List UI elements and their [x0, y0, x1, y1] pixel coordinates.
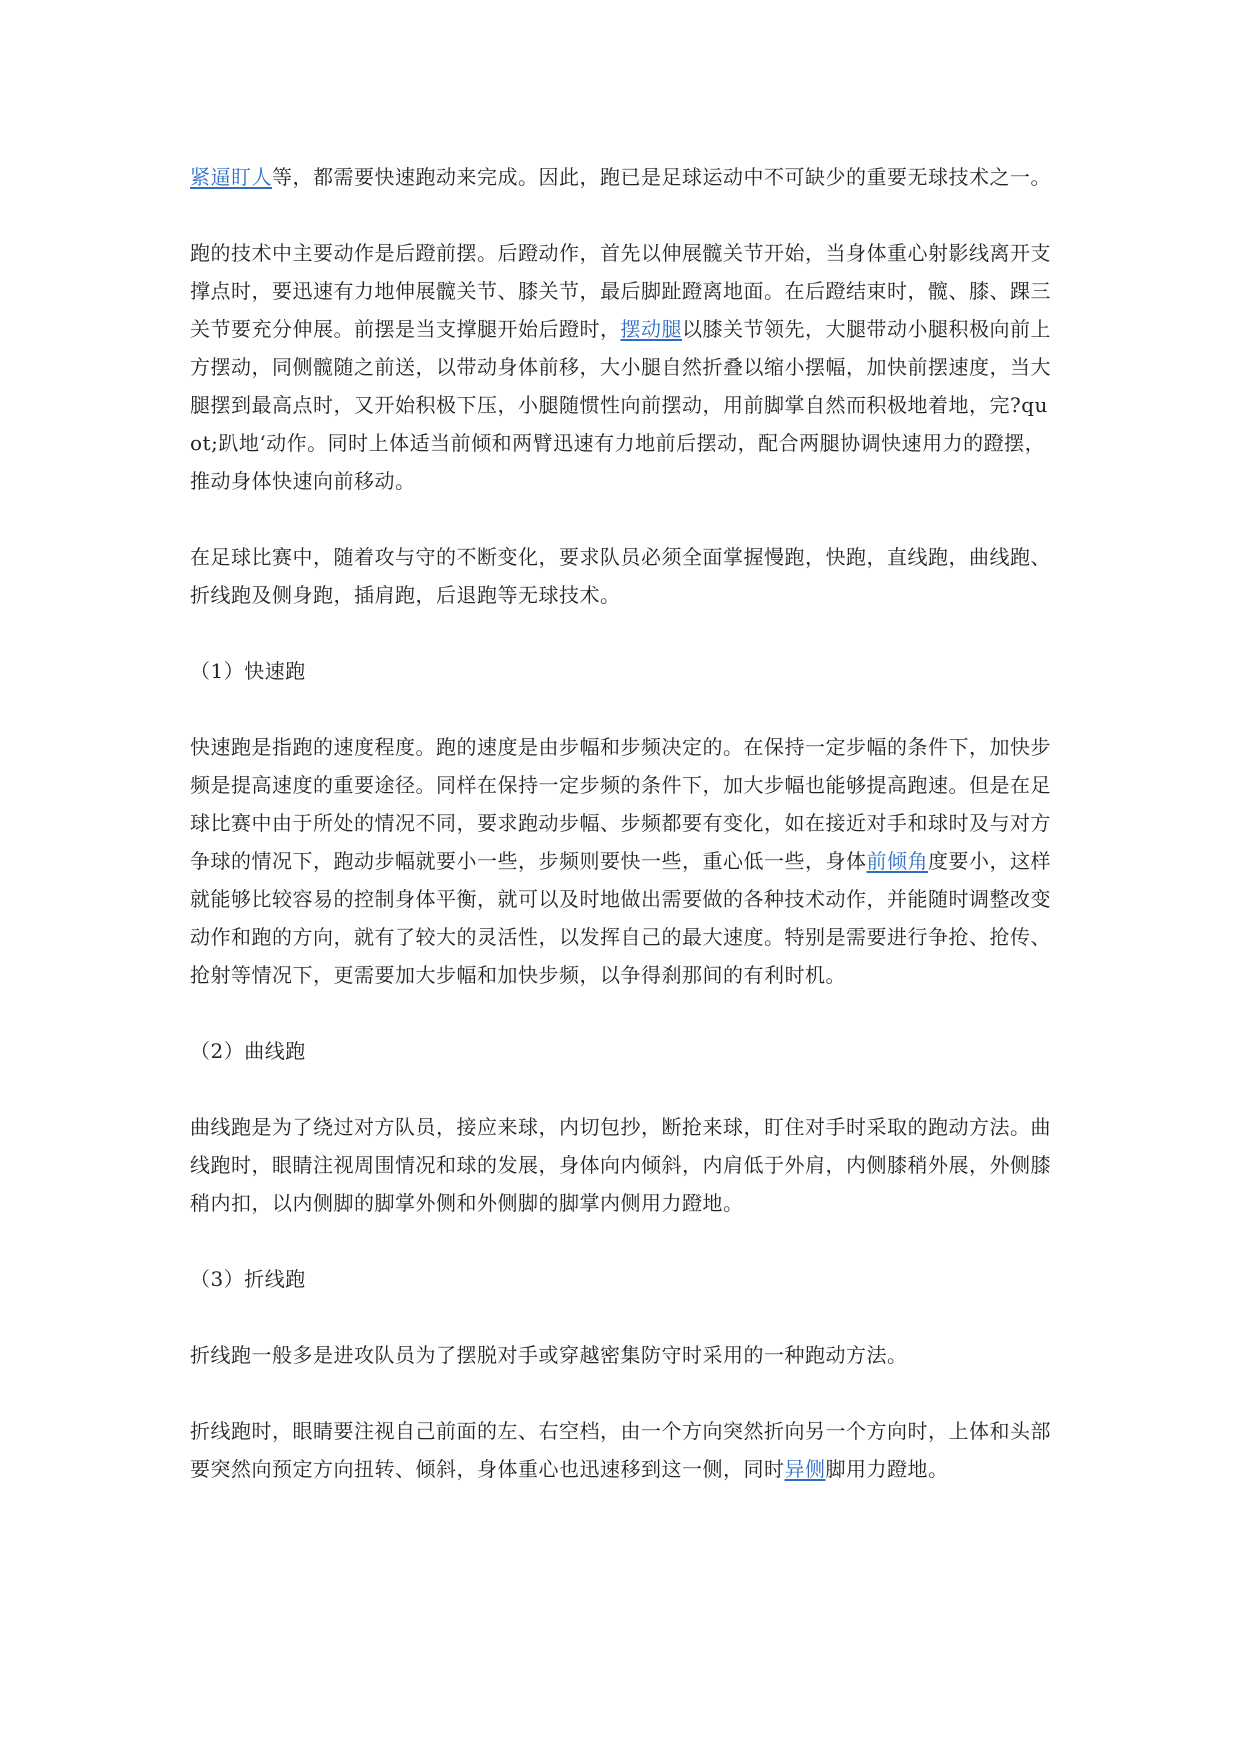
paragraph-curve-run	[190, 1108, 1060, 1222]
paragraph-text: 度要小，这样就能够比较容易的控制身体平衡，就可以及时地做出需要做的各种技术动作，并能随时调整改变动作和跑的方向，就有了较大的灵活性，以发挥自己的最大速度。特别是需要进行争抢、抢传、抢射等情况下，更需要加大步幅和加快步频，以争得刹那间的有利时机。	[190, 849, 1051, 987]
paragraph-fast-run	[190, 728, 1060, 994]
paragraph-text: 脚用力蹬地。	[825, 1457, 949, 1481]
paragraph-text: 快速跑是指跑的速度程度。跑的速度是由步幅和步频决定的。在保持一定步幅的条件下，加快步频是提高速度的重要途径。同样在保持一定步频的条件下，加大步幅也能够提高跑速。但是在足球比赛中由于所处的情况不同，要求跑动步幅、步频都要有变化，如在接近对手和球时及与对方争球的情况下，跑动步幅就要小一些，步频则要快一些，重心低一些，身体	[190, 735, 1051, 873]
paragraph-text: 等，都需要快速跑动来完成。因此，跑已是足球运动中不可缺少的重要无球技术之一。	[272, 165, 1051, 189]
paragraph-text: 以膝关节领先，大腿带动小腿积极向前上方摆动，同侧髋随之前送，以带动身体前移，大小腿自然折叠以缩小摆幅，加快前摆速度，当大腿摆到最高点时，又开始积极下压，小腿随惯性向前摆动，用前脚掌自然而积极地着地，完?quot;趴地‘动作。同时上体适当前倾和两臂迅速有力地前后摆动，配合两腿协调快速用力的蹬摆，推动身体快速向前移动。	[190, 317, 1051, 493]
heading-text: （2）曲线跑	[190, 1039, 306, 1063]
paragraph-text: 曲线跑是为了绕过对方队员，接应来球，内切包抄，断抢来球，盯住对手时采取的跑动方法。曲线跑时，眼睛注视周围情况和球的发展，身体向内倾斜，内肩低于外肩，内侧膝稍外展，外侧膝稍内扣，以内侧脚的脚掌外侧和外侧脚的脚掌内侧用力蹬地。	[190, 1115, 1051, 1215]
paragraph-zigzag-intro	[190, 1336, 1060, 1374]
paragraph-technique	[190, 234, 1060, 500]
paragraph-text: 折线跑一般多是进攻队员为了摆脱对手或穿越密集防守时采用的一种跑动方法。	[190, 1343, 908, 1367]
heading-zigzag-run	[190, 1260, 1060, 1298]
paragraph-match	[190, 538, 1060, 614]
paragraph-intro	[190, 158, 1060, 196]
link-jinbi-dingren[interactable]: 紧逼盯人	[190, 165, 272, 189]
document-body	[190, 158, 1060, 1488]
paragraph-text: 跑的技术中主要动作是后蹬前摆。后蹬动作，首先以伸展髋关节开始，当身体重心射影线离开支撑点时，要迅速有力地伸展髋关节、膝关节，最后脚趾蹬离地面。在后蹬结束时，髋、膝、踝三关节要充分伸展。前摆是当支撑腿开始后蹬时，	[190, 241, 1051, 341]
paragraph-zigzag-detail	[190, 1412, 1060, 1488]
paragraph-text: 在足球比赛中，随着攻与守的不断变化，要求队员必须全面掌握慢跑，快跑，直线跑，曲线跑、折线跑及侧身跑，插肩跑，后退跑等无球技术。	[190, 545, 1051, 607]
link-baidong-tui[interactable]: 摆动腿	[620, 317, 682, 341]
heading-curve-run	[190, 1032, 1060, 1070]
heading-fast-run	[190, 652, 1060, 690]
heading-text: （3）折线跑	[190, 1267, 306, 1291]
link-qianqing-jiao[interactable]: 前倾角	[866, 849, 928, 873]
link-yi-ce[interactable]: 异侧	[784, 1457, 826, 1481]
paragraph-text: 折线跑时，眼睛要注视自己前面的左、右空档，由一个方向突然折向另一个方向时，上体和头部要突然向预定方向扭转、倾斜，身体重心也迅速移到这一侧，同时	[190, 1419, 1051, 1481]
heading-text: （1）快速跑	[190, 659, 306, 683]
